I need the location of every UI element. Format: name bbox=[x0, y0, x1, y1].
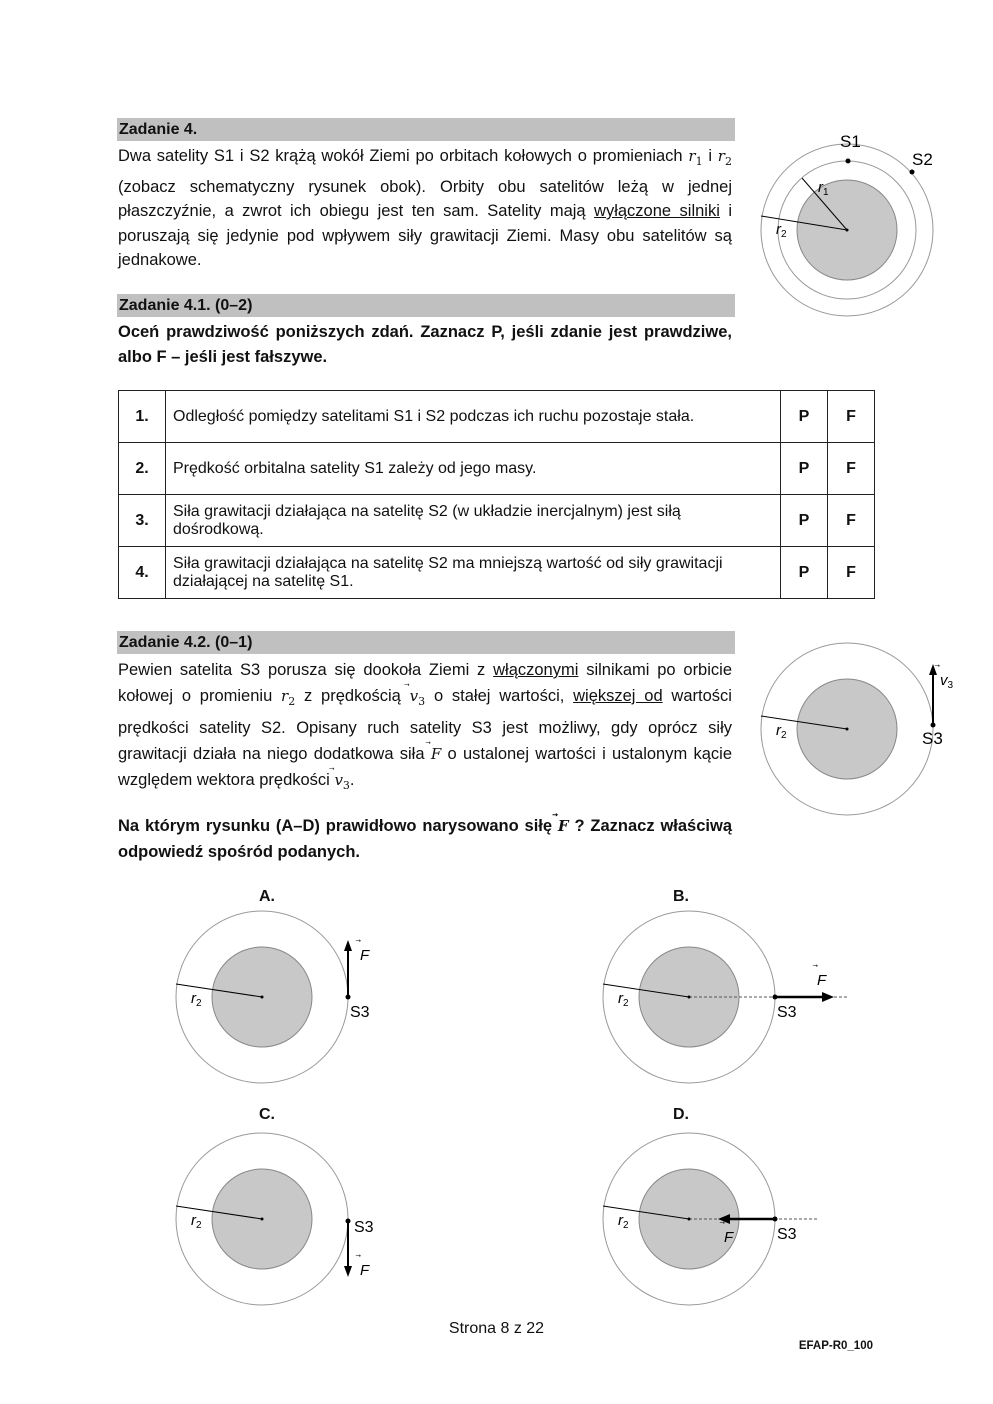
and-word: i bbox=[708, 147, 713, 165]
statement-text: Siła grawitacji działająca na satelitę S2 (w układzie inercjalnym) jest siłą dośrodkową. bbox=[166, 495, 781, 547]
svg-text:r2: $r_2$ bbox=[776, 722, 787, 741]
s3-orbit-figure bbox=[760, 640, 960, 820]
r1-symbol: $r_1$ bbox=[688, 147, 703, 168]
intro-text-1: Dwa satelity S1 i S2 krążą wokół Ziemi po orbitach kołowych o promieniach bbox=[118, 147, 683, 165]
answer-p[interactable]: P bbox=[781, 443, 828, 495]
page-number: Strona 8 z 22 bbox=[448, 1320, 545, 1337]
task4-intro bbox=[118, 144, 732, 273]
svg-text:S3: S3 bbox=[777, 1226, 797, 1243]
row-number: 4. bbox=[119, 547, 166, 599]
svg-text:F: F bbox=[724, 1229, 734, 1246]
statement-text: Prędkość orbitalna satelity S1 zależy od jego masy. bbox=[166, 443, 781, 495]
task41-heading: Zadanie 4.1. (0–2) bbox=[117, 294, 735, 317]
s2-dot bbox=[910, 170, 915, 175]
statement-text: Siła grawitacji działająca na satelitę S2 ma mniejszą wartość od siły grawitacji działającej na satelitę S1. bbox=[166, 547, 781, 599]
intro-text-3: i poruszają się jedynie pod wpływem siły grawitacji Ziemi. Masy obu satelitów są jednakowe. bbox=[118, 202, 732, 269]
svg-text:r2: $r_2$ bbox=[191, 1212, 202, 1231]
answer-f[interactable]: F bbox=[828, 547, 875, 599]
option-a-figure[interactable] bbox=[175, 910, 395, 1090]
svg-text:S3: S3 bbox=[354, 1219, 374, 1236]
task42-text: Pewien satelita S3 porusza się dookoła Ziemi z włączonymi silnikami po orbicie kołowej o promieniu $r_2$ z prędkością $v_3$ o stałej wartości, większej od wartości prędkości satelity S2. Opisany ruch satelity S3 jest możliwy, gdy oprócz siły grawitacji działa na niego dodatkowa siła F o ustalonej wartości i ustalonym kącie względem wektora prędkości $v_3$. bbox=[118, 661, 732, 792]
answer-f[interactable]: F bbox=[828, 391, 875, 443]
answer-f[interactable]: F bbox=[828, 495, 875, 547]
v3-label: $v_3$ bbox=[940, 672, 954, 691]
intro-underlined: wyłączone silniki bbox=[594, 202, 720, 220]
answer-p[interactable]: P bbox=[781, 391, 828, 443]
svg-text:F: F bbox=[360, 947, 370, 964]
svg-text:⃗ bbox=[355, 939, 361, 942]
row-number: 2. bbox=[119, 443, 166, 495]
r2-symbol: $r_2$ bbox=[717, 147, 732, 168]
table-row bbox=[119, 391, 875, 443]
s3-label: S3 bbox=[922, 729, 943, 748]
exam-code: EFAP-R0_100 bbox=[798, 1340, 873, 1352]
s1-dot bbox=[846, 159, 851, 164]
svg-text:r2: $r_2$ bbox=[618, 990, 629, 1009]
answer-f[interactable]: F bbox=[828, 443, 875, 495]
r2-label: $r_2$ bbox=[776, 221, 787, 240]
r1-label: $r_1$ bbox=[818, 179, 829, 198]
svg-text:r2: $r_2$ bbox=[618, 1212, 629, 1231]
option-d-figure[interactable] bbox=[602, 1132, 862, 1312]
s2-label: S2 bbox=[912, 150, 933, 169]
option-b-figure[interactable] bbox=[602, 910, 862, 1090]
row-number: 1. bbox=[119, 391, 166, 443]
table-row bbox=[119, 495, 875, 547]
svg-text:F: F bbox=[360, 1262, 370, 1279]
option-d-label[interactable]: D. bbox=[673, 1106, 689, 1123]
s1-label: S1 bbox=[840, 132, 861, 151]
task4-heading: Zadanie 4. bbox=[117, 118, 735, 141]
answer-p[interactable]: P bbox=[781, 547, 828, 599]
svg-text:⃗ bbox=[934, 664, 940, 667]
svg-text:⃗ bbox=[355, 1254, 361, 1257]
svg-text:r2: $r_2$ bbox=[191, 990, 202, 1009]
table-row bbox=[119, 547, 875, 599]
intro-text-2: (zobacz schematyczny rysunek obok). Orbity obu satelitów leżą w jednej płaszczyźnie, a zwrot ich obiegu jest ten sam. Satelity mają bbox=[118, 177, 732, 220]
table-row bbox=[119, 443, 875, 495]
statement-text: Odległość pomiędzy satelitami S1 i S2 podczas ich ruchu pozostaje stała. bbox=[166, 391, 781, 443]
row-number: 3. bbox=[119, 495, 166, 547]
true-false-table bbox=[118, 390, 875, 599]
svg-text:⃗ bbox=[812, 964, 818, 967]
svg-text:S3: S3 bbox=[350, 1004, 370, 1021]
option-c-label[interactable]: C. bbox=[259, 1106, 275, 1123]
task41-instruction: Oceń prawdziwość poniższych zdań. Zaznacz P, jeśli zdanie jest prawdziwe, albo F – jeśli jest fałszywe. bbox=[118, 323, 732, 366]
answer-p[interactable]: P bbox=[781, 495, 828, 547]
orbits-figure bbox=[760, 132, 940, 320]
option-b-label[interactable]: B. bbox=[673, 888, 689, 905]
option-a-label[interactable]: A. bbox=[259, 888, 275, 905]
task42-heading: Zadanie 4.2. (0–1) bbox=[117, 631, 735, 654]
svg-text:F: F bbox=[817, 972, 827, 989]
option-c-figure[interactable] bbox=[175, 1132, 395, 1312]
task42-question: Na którym rysunku (A–D) prawidłowo narysowano siłę F ? Zaznacz właściwą odpowiedź spośród podanych. bbox=[118, 817, 732, 861]
svg-text:S3: S3 bbox=[777, 1004, 797, 1021]
